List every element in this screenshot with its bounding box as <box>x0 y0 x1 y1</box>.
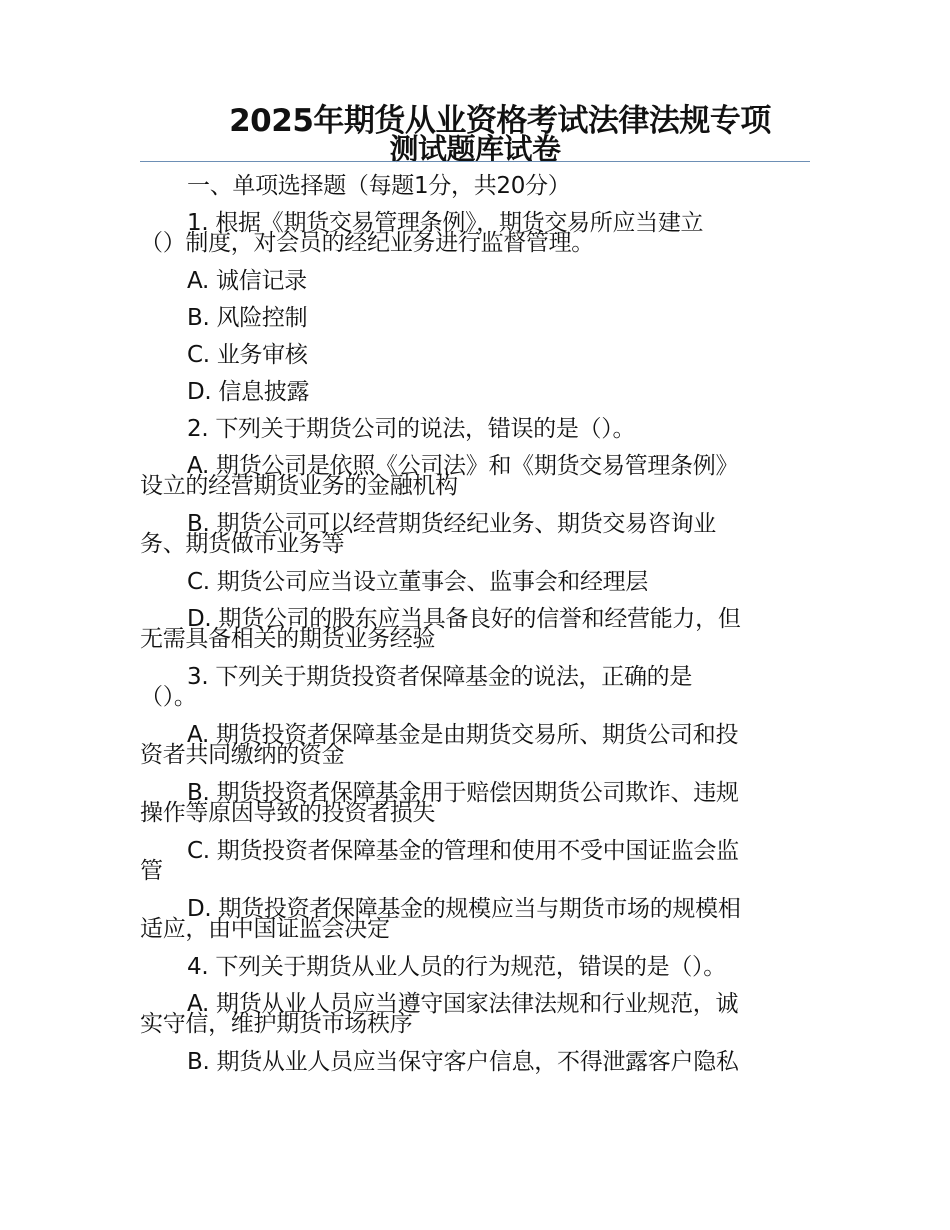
option-line-1: A. 期货公司是依照《公司法》和《期货交易管理条例》 <box>187 453 739 479</box>
option-line-2: 无需具备相关的期货业务经验 <box>140 626 436 652</box>
question-3-option-c <box>140 838 810 899</box>
question-4-option-b: B. 期货从业人员应当保守客户信息，不得泄露客户隐私 <box>187 1049 739 1075</box>
question-4-stem: 4. 下列关于期货从业人员的行为规范，错误的是（）。 <box>187 954 726 980</box>
question-2-option-b <box>140 511 810 572</box>
question-2-option-d <box>140 606 810 667</box>
option-line-1: A. 期货从业人员应当遵守国家法律法规和行业规范，诚 <box>187 991 739 1017</box>
option-line-1: B. 期货投资者保障基金用于赔偿因期货公司欺诈、违规 <box>187 780 739 806</box>
option-line-2: 管 <box>140 858 163 884</box>
question-1-option-d: D. 信息披露 <box>187 379 310 405</box>
question-3-stem-line-2: （）。 <box>140 684 197 710</box>
question-1-option-a: A. 诚信记录 <box>187 268 307 294</box>
option-line-1: D. 期货投资者保障基金的规模应当与期货市场的规模相 <box>187 896 741 922</box>
option-line-2: 资者共同缴纳的资金 <box>140 742 345 768</box>
question-4-option-a <box>140 991 810 1052</box>
question-1-option-c: C. 业务审核 <box>187 342 308 368</box>
question-1-option-b: B. 风险控制 <box>187 305 308 331</box>
question-1-stem <box>140 210 810 271</box>
option-line-2: 操作等原因导致的投资者损失 <box>140 800 436 826</box>
document-body <box>140 173 810 1089</box>
question-2-option-c: C. 期货公司应当设立董事会、监事会和经理层 <box>187 569 649 595</box>
section-heading: 一、单项选择题（每题1分，共20分） <box>187 173 571 199</box>
option-line-1: D. 期货公司的股东应当具备良好的信誉和经营能力，但 <box>187 606 741 632</box>
option-line-2: 实守信，维护期货市场秩序 <box>140 1011 413 1037</box>
option-line-1: B. 期货公司可以经营期货经纪业务、期货交易咨询业 <box>187 511 716 537</box>
title-line-2: 测试题库试卷 <box>389 132 561 166</box>
question-3-stem-line-1: 3. 下列关于期货投资者保障基金的说法，正确的是 <box>187 664 693 690</box>
question-3-stem <box>140 664 810 725</box>
question-3-option-d <box>140 896 810 957</box>
question-3-option-b <box>140 780 810 841</box>
question-1-stem-line-1: 1. 根据《期货交易管理条例》，期货交易所应当建立 <box>187 210 704 236</box>
document-title <box>140 103 810 166</box>
option-line-2: 适应，由中国证监会决定 <box>140 916 390 942</box>
title-line-1: 2025年期货从业资格考试法律法规专项 <box>229 103 771 139</box>
question-1-stem-line-2: （）制度，对会员的经纪业务进行监督管理。 <box>140 230 595 256</box>
option-line-2: 设立的经营期货业务的金融机构 <box>140 473 458 499</box>
question-3-option-a <box>140 722 810 783</box>
option-line-1: C. 期货投资者保障基金的管理和使用不受中国证监会监 <box>187 838 739 864</box>
question-2-stem: 2. 下列关于期货公司的说法，错误的是（）。 <box>187 416 636 442</box>
option-line-1: A. 期货投资者保障基金是由期货交易所、期货公司和投 <box>187 722 739 748</box>
title-underline <box>140 161 810 162</box>
option-line-2: 务、期货做市业务等 <box>140 531 345 557</box>
question-2-option-a <box>140 453 810 514</box>
